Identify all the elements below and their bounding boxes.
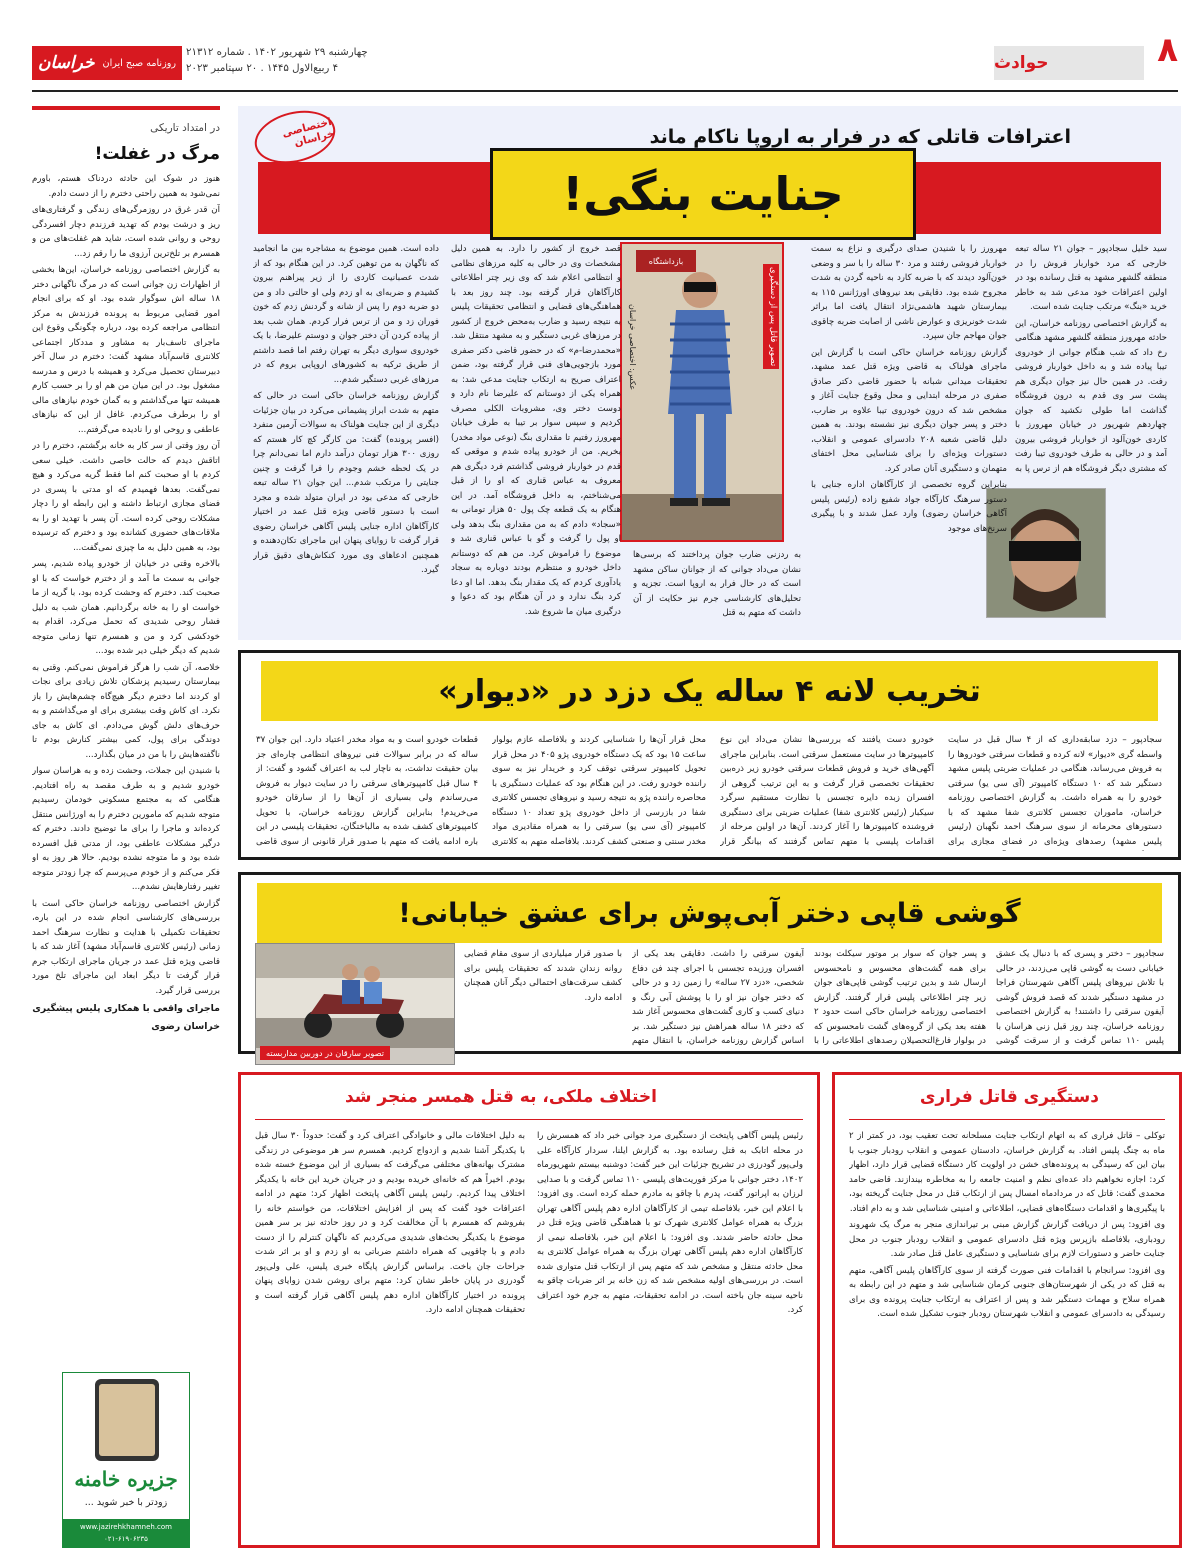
sidebar-paragraph: آن قدر غرق در روزمرگی‌های زندگی و گرفتاری‌های ریز و درشت بودم که تهدید فرزندم دچار افسردگی روحی و روانی شده است، شاید هم غفلت‌های من و همسرم بر تلخ‌ترین آرزوی ما را رقم زد... [32,205,220,259]
sidebar-paragraph: بالاخره وقتی در خیابان از خودرو پیاده شدیم، پسر جوانی به سمت ما آمد و از دخترم خواست که با او صحبت کند. دخترم که وحشت کرده بود، با گریه از ما خواست او را به خانه برگردانیم. همان شب به دلیل فشار روحی شدیدی که تحمل می‌کرد، اقدام به خودکشی کرد و من و همسرم تنها زمانی متوجه شدیم که دیگر خیلی دیر شده بود... [32,559,220,656]
story-paragraph: آیفون سرقتی را داشت. دقایقی بعد یکی از افسران ورزیده تجسس با اجرای چند فن دفاع شخصی، «دزد ۲۷ ساله» را زمین زد و در حالی که دختر جوان نیز او را با پوشش آبی رنگ و دنیای کسب و کاری گشت‌های محسوس آغاز شد که دختر ۱۸ ساله همراهش نیز دستگیر شد. بر اساس گزارش روزنامه خراسان، با انتقال متهم [632,949,804,1046]
story-paragraph: وی افزود: پس از دریافت گزارش گزارش مبنی بر تیراندازی منجر به مرگ یک شهروند رودباری، بلافاصله بازپرس ویژه قتل دادسرای عمومی و انقلاب رودبار جنوب در محل جنایت حاضر و دستورات لازم برای شناسایی و دستگیری عامل قتل صادر شد. [849,1220,1165,1259]
brand-tagline: روزنامه صبح ایران [102,57,176,69]
story-fugitive-arrest [832,1072,1182,1548]
sidebar-credit-org: خراسان رضوی [151,1021,220,1032]
story-phone-snatcher-title: گوشی قاپی دختر آبی‌پوش برای عشق خیابانی! [398,897,1021,929]
lead-paragraph: بنابراین گروه تخصصی از کارآگاهان اداره جنایی با دستور سرهنگ کارآگاه جواد شفیع زاده (رئیس پلیس آگاهی خراسان رضوی) وارد عمل شدند و با پیگیری سرنخ‌های موجود [811,480,1007,534]
sidebar-paragraph: با شنیدن این جملات، وحشت زده و به هراسان سوار خودرو شدیم و به طرف مقصد به راه افتادیم. هنگامی که به مجتمع مسکونی خودمان رسیدیم متوجه شدیم که مامورین دخترم را به اورژانس منتقل کرده‌اند و ماجرا را برای ما توضیح دادند. دخترم که درگیر مشکلات عاطفی بود، از مدتی قبل افسرده شده بود و ما متوجه نشده بودیم. حالا هر روز به او فکر می‌کنم و از خودم می‌پرسم که چرا زودتر متوجه تغییر رفتارهایش نشدم... [32,766,220,892]
sidebar-column [32,172,220,1358]
story-property-dispute [238,1072,820,1548]
story-paragraph: سجادپور – دختر و پسری که با دنبال یک عشق خیابانی دست به گوشی قاپی می‌زدند، در حالی با تلاش نیروهای پلیس آگاهی شهرستان فراجا در مشهد دستگیر شدند که قصد فروش گوشی آیفون سرقتی را داشتند! به گزارش اختصاصی روزنامه خراسان، چند روز قبل زنی هراسان با پلیس ۱۱۰ تماس گرفت و از سرقت گوشی [996,949,1164,1046]
suspect-photo-art [620,244,782,542]
story-paragraph: وی افزود: سرانجام با اقدامات فنی صورت گرفته از سوی کارآگاهان پلیس آگاهی، متهم به قتل که در یکی از شهرستان‌های جنوبی کرمان شناسایی شد و متهم در این رابطه به همراه سلاح و مهمات دستگیر شد و پس از اعتراف به ارتکاب جنایت پرونده وی برای رسیدگی به دادسرای عمومی و انقلاب شهرستان رودبار جنوب تشکیل شده است. [849,1265,1165,1319]
story-property-dispute-title: اختلاف ملکی، به قتل همسر منجر شد [344,1087,657,1107]
story-phone-snatcher [238,872,1181,1058]
lead-kicker: اعترافات قاتلی که در فرار به اروپا ناکام ماند [649,126,1071,148]
story-wall-thief-head [261,661,1158,721]
scooter-photo-caption: تصویر سارقان در دوربین مداربسته [260,1046,390,1060]
app-advertisement[interactable] [62,1372,190,1548]
sidebar-rule-top [32,106,220,110]
sidebar-paragraph: گزارش اختصاصی روزنامه خراسان حاکی است با بررسی‌های کارشناسی انجام شده در این باره، تحقیقات تکمیلی با هدایت و نظارت سرهنگ احمد زمانی (رئیس کلانتری قاسم‌آباد مشهد) آغاز شد که با قاضی ویژه قتل عمد در جریان ماجرای ارتکاب جرم قرار گرفت تا دیگر ابعاد این ماجرای تلخ مورد بررسی قرار گیرد. [32,898,220,996]
masthead [0,0,1200,94]
story-fugitive-arrest-column [849,1129,1165,1537]
story-property-dispute-column-1 [537,1129,803,1537]
lead-paragraph: گزارش روزنامه خراسان حاکی است با گزارش این ماجرای هولناک به قاضی ویژه قتل عمد مشهد، تحقیقات میدانی شبانه با حضور قاضی دکتر صادق صفری در مرحله ابتدایی و محل وقوع جنایت آغاز و مشخص شد که درون خودروی تیبا علاوه بر ضارب، دختر و پسر جوان دیگری نیز نشسته بودند. به همین دلیل قاضی شعبه ۲۰۸ دادسرای عمومی و انقلاب، دستورات ویژه‌ای را برای شناسایی محل اختفای متهمان و دستگیری آنان صادر کرد. [811,347,1007,474]
lead-paragraph: به گزارش اختصاصی روزنامه خراسان، این حادثه مهرورز منطقه گلشهر مشهد هنگامی رخ داد که شب هنگام جوانی از خودروی تیبا پیاده شد و به داخل خواربار فروشی رفت. در همین حال نیز جوان دیگری هم پشت سر وی قدم به درون فروشگاه گذاشت اما طولی نکشید که جوان چهاردهم شهریور در خیابان مهرورز با کاردی خون‌آلود از خواربار فروشی بیرون آمد و در حالی به طرف خودروی تیبا رفت که مشتری دیگر فروشگاه هم از ترس پا به [1015,318,1167,474]
lead-story [238,106,1181,640]
exclusive-stamp-text: اختصاصی خراسان [280,115,336,150]
sidebar-paragraph: هنوز در شوک این حادثه دردناک هستم، باورم نمی‌شود به همین راحتی دخترم را از دست دادم. [32,174,220,199]
ad-website[interactable]: www.jazirehkhamneh.com [79,1523,173,1531]
story-paragraph: رئیس پلیس آگاهی پایتخت از دستگیری مرد جوانی خبر داد که همسرش را در محله اتابک به قتل رسانده بود. به گزارش ایلنا، سردار کارآگاه علی ولی‌پور گودرزی در تشریح جزئیات این خبر گفت: دوشنبه بیستم شهریورماه ۱۴۰۲، دختر جوانی با مرکز فوریت‌های پلیسی ۱۱۰ تماس گرفت و با صدایی لرزان به اپراتور گفت، پدرم با چاقو به مادرم حمله کرده است. وی افزود: با اعلام این خبر، بلافاصله تیمی از کارآگاهان اداره دهم پلیس آگاهی تهران بزرگ به همراه عوامل کلانتری شهرک تو با هماهنگی قاضی ویژه قتل در محل حادثه حاضر شدند. وی افزود: با اعلام این خبر، بلافاصله نیمی از کارآگاهان اداره دهم پلیس آگاهی تهران بزرگ به همراه عوامل کلانتری به محل حادثه منتقل و مشخص شد که متهم پس از ارتکاب قتل متواری شده است. در بررسی‌های اولیه مشخص شد که زن خانه بر اثر ضربات چاقو به ناحیه سینه جان باخته است. در ادامه تحقیقات، متهم به جرم خود اعتراف کرد. [537,1131,803,1315]
suspect-photo-credit: عکس: اختصاصی خراسان [628,304,637,391]
sidebar-paragraph: آن روز وقتی از سر کار به خانه برگشتم، دخترم را در اتاقش دیدم که حالت خاصی داشت. خیلی سعی کردم با او صحبت کنم اما فقط گریه می‌کرد و هیچ نمی‌گفت. بعدها فهمیدم که او مدتی با پسری در فضای مجازی ارتباط داشته و این رابطه او را دچار مشکلات روحی کرده است. آن پسر با تهدید او را به ملاقات‌های حضوری کشانده بود و دخترم که ترسیده بود، به همین دلیل به ما چیزی نمی‌گفت... [32,441,220,553]
lead-paragraph: گزارش روزنامه خراسان حاکی است در حالی که متهم به شدت ابراز پشیمانی می‌کرد در بیان جزئیات دیگری از این جنایت هولناک به سوالات آرمین منفرد (افسر پرونده) گفت: من کارگر کچ کار هستم که روزی ۳۰۰ هزار تومان درآمد دارم اما نمی‌دانم چرا در یک لحظه خشم وجودم را فرا گرفت و چنین جنایتی را مرتکب شدم... این جوان ۲۱ ساله تبعه خارجی که مدعی بود در ایران متولد شده و مجرد است با دستور قاضی ویژه قتل عمد در اختیار کارآگاهان اداره جنایی پلیس آگاهی خراسان رضوی قرار گرفت تا زوایای پنهان این ماجرای تکان‌دهنده و همچنین ادعاهای وی مورد کنکاش‌های دقیق قرار گیرد. [253,391,439,575]
story-phone-snatcher-column-1 [996,947,1164,1047]
story-paragraph: با صدور قرار میلیاردی از سوی مقام قضایی روانه زندان شدند که تحقیقات پلیس برای کشف سرقت‌های احتمالی دیگر آنان همچنان ادامه دارد. [464,949,622,1003]
exclusive-stamp [249,103,341,171]
section-box [994,46,1144,80]
lead-paragraph: به ردزنی ضارب جوان پرداختند که برسی‌ها نشان می‌داد جوانی که از جوانان ساکن مشهد است که در حال فرار به اروپا است. تجزیه و تحلیل‌های کارشناسی جرم نیز حکایت از آن داشت که متهم به قتل [633,550,801,618]
phone-screen [99,1384,155,1456]
story-fugitive-arrest-title: دستگیری قاتل فراری [919,1087,1099,1107]
police-sign: بازداشتگاه [636,250,696,272]
story-paragraph: قطعات خودرو است و به مواد مخدر اعتیاد دارد. این جوان ۳۷ ساله که در برابر سوالات فنی نیروهای انتظامی چاره‌ای جز بیان حقیقت نداشت، به ناچار لب به اعتراف گشود و گفت: از ۴ سال قبل کامپیوترهای سرقتی را در سایت دیوار به فروش می‌رساندم ولی بسیاری از آن‌ها را از سارقان خودرو می‌خریدم! بنابراین گزارش روزنامه خراسان، با تحویل کامپیوترهای کشف شده به مالباختگان، تحقیقات پلیسی در این باره ادامه یافت که متهم با صدور قرار قانونی از سوی قاضی [256,735,478,847]
page-number: ۸ [1157,30,1178,70]
story-paragraph: خودرو دست یافتند که بررسی‌ها نشان می‌داد این نوع کامپیوترها در سایت مستعمل سرقتی است. بنابراین ماجرای آگهی‌های خرید و فروش قطعات سرقتی خودرو زیر ذره‌بین تحقیقات تخصصی قرار گرفت و به این ترتیب گروهی از افسران زبده دایره تجسس با نظارت مستقیم سرگرد سیکبار (رئیس کلانتری شفا) عملیات ضربتی برای دستگیری فروشنده کامپیوترها را آغاز کردند. آن‌ها در اولین مرحله از اقدامات پلیسی با متهم تماس گرفتند که بیانگر قرار [720,735,934,847]
lead-column-1 [1015,242,1167,476]
story-paragraph: و پسر جوان که سوار بر موتور سیکلت بودند برای همه گشت‌های محسوس و نامحسوس ارسال شد و بدین ترتیب گوشی قاپی‌های جوان زیر چتر اطلاعاتی پلیس قرار گرفتند. گزارش اختصاصی روزنامه خراسان حاکی است حدود ۲ هفته بعد یکی از گروه‌های گشت نامحسوس که در بولوار فارغ‌التحصیلان رصدهای اطلاعاتی را با [814,949,986,1046]
story-wall-thief [238,650,1181,860]
lead-column-2 [811,242,1007,630]
phone-icon [95,1379,159,1461]
lead-paragraph: قصد خروج از کشور را دارد. به همین دلیل مشخصات وی در حالی به کلیه مرزهای نظامی و انتظامی اعلام شد که وی زیر چتر اطلاعاتی کارآگاهان قرار گرفته بود. چند روز بعد با هماهنگی‌های قضایی و انتظامی تحقیقات پلیس به نتیجه رسید و ضارب به‌محض خروج از کشور در مرزهای غربی دستگیر و به مشهد منتقل شد. «محمدرضا-م» که در حضور قاضی دکتر صفری مورد بازجویی‌های فنی قرار گرفته بود، ضمن اعتراف صریح به ارتکاب جنایت مدعی شد: به همراه یکی از دوستانم که علیرضا نام دارد و دوست دختر وی، مشروبات الکلی مصرف کردیم و سپس سوار بر تیبا به طرف خیابان مهرورز رفتیم تا مقداری بنگ (نوعی مواد مخدر) بخریم. من از خودرو پیاده شدم و موقعی که قدم در خواربار فروشی گذاشتم فرد دیگری هم معروف به عباس قناری که او را از قبل می‌شناختم، به داخل فروشگاه آمد. در این هنگام به یک قطعه چک پول ۵۰ هزار تومانی به «سجاد» دادم که به من مقداری بنگ بدهد ولی او پول را گرفت و گو با عباس قناری شد و موضوع را فراموش کرد. من هم که دوستانم داخل خودرو و منتظرم بودند دوباره به سجاد یادآوری کردم که یک مقدار بنگ بدهد. اما او دعا کرد بنگ ندارد و در آن هنگام بود که دعوا و درگیری میان ما شروع شد. [451,244,621,617]
story-phone-snatcher-column-2 [814,947,986,1047]
section-title: حوادث [994,53,1049,73]
sidebar-paragraph: خلاصه، آن شب را هرگز فراموش نمی‌کنم. وقتی به بیمارستان رسیدیم پزشکان تلاش زیادی برای نجات او کردند اما دخترم دیگر هیچ‌گاه چشم‌هایش را باز نکرد. ای کاش وقت بیشتری برای او می‌گذاشتم و به حرف‌های دلش گوش می‌دادم. ای کاش به جای دوندگی برای پول، کمی بیشتر کنارش بودم تا ناگفته‌هایش را با من در میان بگذارد... [32,662,220,760]
masthead-rule [32,90,1178,92]
story-wall-thief-column-2 [720,733,934,851]
issue-hijri-line: ۴ ربیع‌الاول ۱۴۴۵ . ۲۰ سپتامبر ۲۰۲۳ [186,63,339,74]
issue-date-line: چهارشنبه ۲۹ شهریور ۱۴۰۲ . شماره ۲۱۳۱۲ [186,47,368,58]
story-property-dispute-column-2 [255,1129,525,1537]
story-wall-thief-title: تخریب لانه ۴ ساله یک دزد در «دیوار» [438,673,981,709]
story-phone-snatcher-head [257,883,1162,943]
story-phone-snatcher-column-4 [464,947,622,1047]
lead-paragraph: سید خلیل سجادپور – جوان ۲۱ ساله تبعه خارجی که مرد خواربار فروش را در منطقه گلشهر مشهد به قتل رسانده بود در اولین اعترافات خود مدعی شد به خاطر خرید «بنگ» مرتکب جنایت شده است. [1015,244,1167,312]
sidebar-title: مرگ در غفلت! [94,144,220,164]
lead-column-3 [633,548,801,632]
scooter-photo [255,943,455,1065]
story-wall-thief-column-3 [492,733,706,851]
lead-paragraph: داده است. همین موضوع به مشاجره بین ما انجامید که ناگهان به من توهین کرد. در این هنگام بود که از شدت عصبانیت کاردی را از زیر پیراهنم بیرون کشیدم و ضربه‌ای به او زدم ولی او حالتی داد و من دو ضربه دوم را پس از شانه و گردنش زدم که خون فوران زد و من از ترس فرار کردم. همان شب بعد از پیاده کردن آن دختر جوان و دوستم علیرضا، با یک خودروی سواری دیگر به تهران رفتم اما قصد داشتم از طریق ترکیه به کشورهای اروپایی بروم که در مرزهای غربی دستگیر شدم... [253,244,439,385]
story-paragraph: محل قرار آن‌ها را شناسایی کردند و بلافاصله عازم بولوار ساعت ۱۵ بود که یک دستگاه خودروی پژو ۴۰۵ در محل قرار تحویل کامپیوتر سرقتی توقف کرد و خریدار نیز به سوی راننده خودرو رفت. در این هنگام بود که عملیات دستگیری با محاصره راننده پژو به نتیجه رسید و نیروهای تجسس کلانتری شفا در بازرسی از داخل خودروی پژو تعداد ۱۰ دستگاه کامپیوتر (آی سی یو) سرقتی را به همراه مقادیری مواد مخدر سنتی و صنعتی کشف کردند. بلافاصله متهم به کلانتری [492,735,706,847]
ad-logo: جزیره خامنه [74,1467,178,1491]
lead-headline: جنایت بنگی! [562,167,844,221]
lead-column-4 [451,242,621,630]
story-phone-snatcher-column-3 [632,947,804,1047]
sidebar-credit: ماجرای واقعی با همکاری پلیس پیشگیری [32,1003,220,1014]
suspect-photo-caption: تصویر قاتل پس از دستگیری [763,264,779,369]
lead-headline-box [490,148,916,240]
story-paragraph: به دلیل اختلافات مالی و خانوادگی اعتراف کرد و گفت: حدوداً ۳۰ سال قبل با یکدیگر آشنا شدیم و ازدواج کردیم. همسرم سر هر موضوعی در زندگی مشترک بهانه‌های مختلفی می‌گرفت که بسیاری از این موضوع خسته شده بودم. اخیراً هم که خانه‌ای خریده بودیم و در جریان خرید این خانه با یکدیگر اختلاف پیدا کردیم. رئیس پلیس آگاهی پایتخت اظهار کرد: متهم در ادامه اعترافات خود گفت که پس از افزایش اختلافات، من خواستم خانه را بفروشم که همسرم با آن مخالفت کرد و در روز حادثه نیز بر سر همین موضوع با یکدیگر بحث‌های شدیدی می‌کردیم که ناگهان کنترلم را از دست دادم و با چاقویی که همراه داشتم ضرباتی به او زدم و او بر اثر شدت جراحات جان باخت. براساس گزارش پایگاه خبری پلیس، علی ولی‌پور گودرزی در پایان خاطر نشان کرد: متهم برای روشن شدن زوایای پنهان پرونده در اختیار کارآگاهان اداره دهم پلیس آگاهی قرار گرفته است و تحقیقات همچنان ادامه دارد. [255,1131,525,1315]
story-wall-thief-column-4 [256,733,478,851]
brand-box [32,46,182,80]
story-fugitive-arrest-rule [849,1119,1165,1120]
sidebar-kicker: در امتداد تاریکی [150,122,220,134]
story-property-dispute-rule [255,1119,803,1120]
story-paragraph: توکلی – قاتل فراری که به اتهام ارتکاب جنایت مسلحانه تحت تعقیب بود، در کمتر از ۲ ماه به چنگ پلیس افتاد. به گزارش خراسان، دادستان عمومی و انقلاب رودبار جنوب با بیان این که رسیدگی به پرونده‌های خشن در اولویت کار دستگاه قضایی قرار دارد، اظهار کرد: اجازه نخواهیم داد عده‌ای نظم و امنیت جامعه را به مخاطره بیندازند. قاضی حامد محمدی گفت: قاتل که در مردادماه امسال پس از ارتکاب قتل در محل جنایت گریخته بود، با پیگیری‌ها و اقدامات دستگاه‌های قضایی، اطلاعاتی و امنیتی شناسایی شد و به دام افتاد. [849,1131,1165,1214]
story-paragraph: سجادپور – دزد سابقه‌داری که از ۴ سال قبل در سایت واسطه گری «دیوار» لانه کرده و قطعات سرقتی خودروها را به فروش می‌رساند، هنگامی در عملیات ضربتی پلیس مشهد دستگیر شد که ۱۰ دستگاه کامپیوتر (آی سی یو) سرقتی خودرو را به همراه داشت. به گزارش اختصاصی روزنامه خراسان، ماموران تجسس کلانتری شفا مشهد که با دستورهای محرمانه از سوی سرهنگ احمد نگهبان (رئیس پلیس مشهد) رصدهای ویژه‌ای در فضای مجازی برای [948,735,1162,847]
suspect-photo [620,242,784,542]
lead-column-5 [253,242,439,630]
ad-phone: ۰۲۱-۶۱۹۰۶۲۳۵ [104,1535,148,1543]
brand-logo: خراسان [38,53,95,73]
sidebar-paragraph: به گزارش اختصاصی روزنامه خراسان، این‌ها بخشی از اظهارات زن جوانی است که در مرگ ناگهانی دختر ۱۸ ساله اش سوگوار شده بود. او که برای انجام امور قضایی مربوط به پرونده فرزندش به مرکز انتظامی مراجعه کرده بود، درباره چگونگی وقوع این ماجرای تاسف‌بار به مشاور و مددکار اجتماعی کلانتری قاسم‌آباد مشهد گفت: دخترم در سال آخر دبیرستان تحصیل می‌کرد و همیشه با درس و مدرسه مشغول بود. در این میان من هم او را بر حسب کارم همیشه تنها می‌گذاشتم و به گمان خودم نیازهای مالی او را برطرف می‌کردم. غافل از این که نیازهای عاطفی و روحی او را نادیده می‌گرفتم... [32,265,220,435]
story-wall-thief-column-1 [948,733,1162,851]
lead-paragraph: مهرورز را با شنیدن صدای درگیری و نزاع به سمت خواربار فروشی رفتند و مرد ۳۰ ساله را با سر و وضعی خون‌آلود دیدند که با ضربه کارد به ناحیه گردن به شدت مجروح شده بود. دقایقی بعد نیروهای اورژانس ۱۱۵ به بیمارستان شهید هاشمی‌نژاد انتقال یافت اما براثر شدت خونریزی و عوارض ناشی از اصابت ضربه چاقوی جوان مهاجم جان سپرد. [811,244,1007,341]
ad-slogan: زودتر با خبر شوید ... [84,1497,168,1508]
scooter-photo-art [255,944,454,1048]
